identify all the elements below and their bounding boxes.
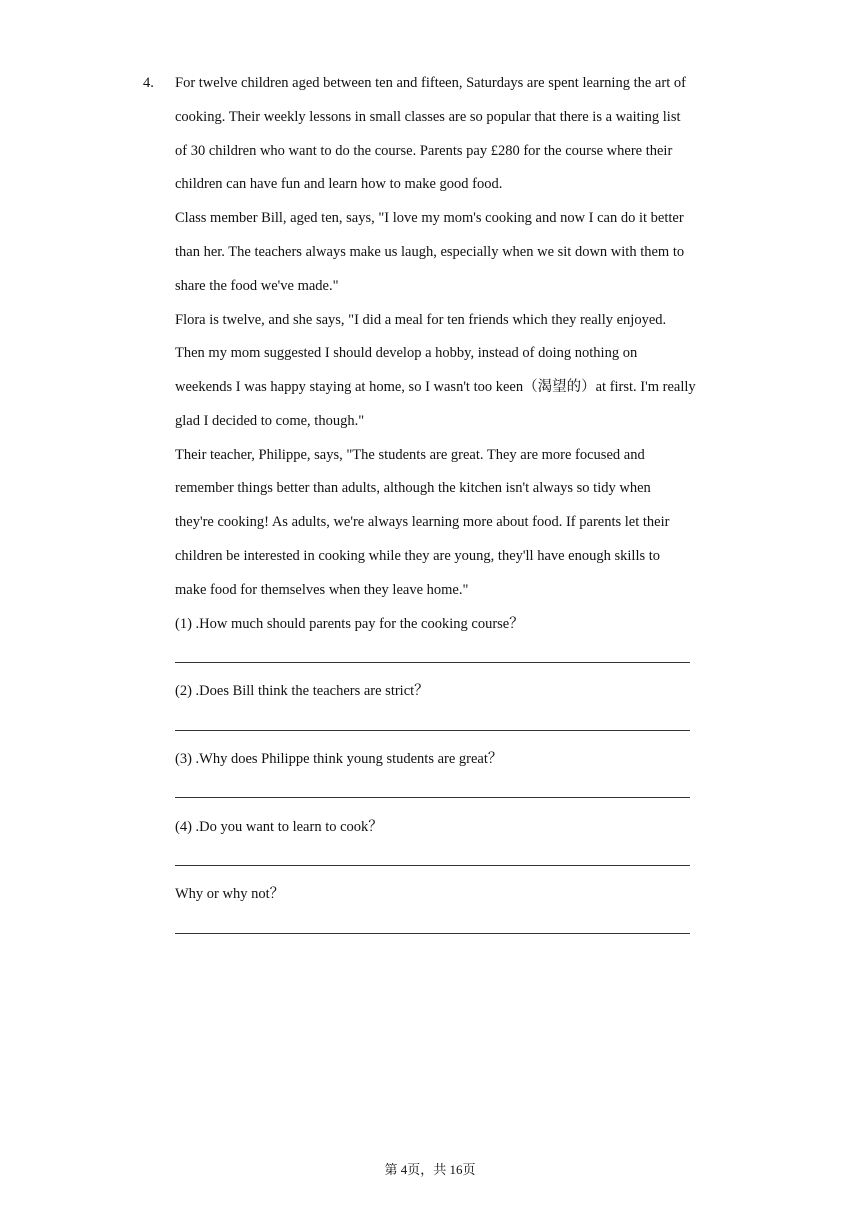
sub-question-3: (3) .Why does Philippe think young students are great？ [175,751,503,767]
passage-line: cooking. Their weekly lessons in small classes are so popular that there is a waiting list [175,109,681,125]
passage-line: Class member Bill, aged ten, says, "I love my mom's cooking and now I can do it better [175,210,684,226]
sub-question-2: (2) .Does Bill think the teachers are strict？ [175,683,429,699]
passage-line: of 30 children who want to do the course. Parents pay £280 for the course where their [175,143,673,159]
answer-line-3[interactable] [175,797,690,798]
passage-line: they're cooking! As adults, we're always learning more about food. If parents let their [175,514,670,530]
sub-question-1: (1) .How much should parents pay for the cooking course？ [175,616,524,632]
answer-line-5[interactable] [175,933,690,934]
passage-line: Flora is twelve, and she says, "I did a meal for ten friends which they really enjoyed. [175,312,667,328]
sub-question-5: Why or why not？ [175,886,285,902]
passage-line: share the food we've made." [175,278,339,294]
answer-line-4[interactable] [175,865,690,866]
answer-line-2[interactable] [175,730,690,731]
passage-line: weekends I was happy staying at home, so I wasn't too keen（渴望的）at first. I'm really [175,379,696,395]
page-footer: 第 4页，共 16页 [384,1162,476,1177]
passage-line: remember things better than adults, although the kitchen isn't always so tidy when [175,480,651,496]
passage-line: make food for themselves when they leave home." [175,582,469,598]
passage-line: For twelve children aged between ten and fifteen, Saturdays are spent learning the art of [175,75,686,91]
passage-line: children be interested in cooking while they are young, they'll have enough skills to [175,548,661,564]
sub-question-4: (4) .Do you want to learn to cook？ [175,819,383,835]
passage-line: than her. The teachers always make us laugh, especially when we sit down with them to [175,244,685,260]
question-number: 4. [143,75,154,91]
passage-line: Then my mom suggested I should develop a hobby, instead of doing nothing on [175,345,638,361]
passage-line: children can have fun and learn how to make good food. [175,176,503,192]
answer-line-1[interactable] [175,662,690,663]
passage-line: glad I decided to come, though." [175,413,365,429]
passage-line: Their teacher, Philippe, says, "The students are great. They are more focused and [175,447,645,463]
